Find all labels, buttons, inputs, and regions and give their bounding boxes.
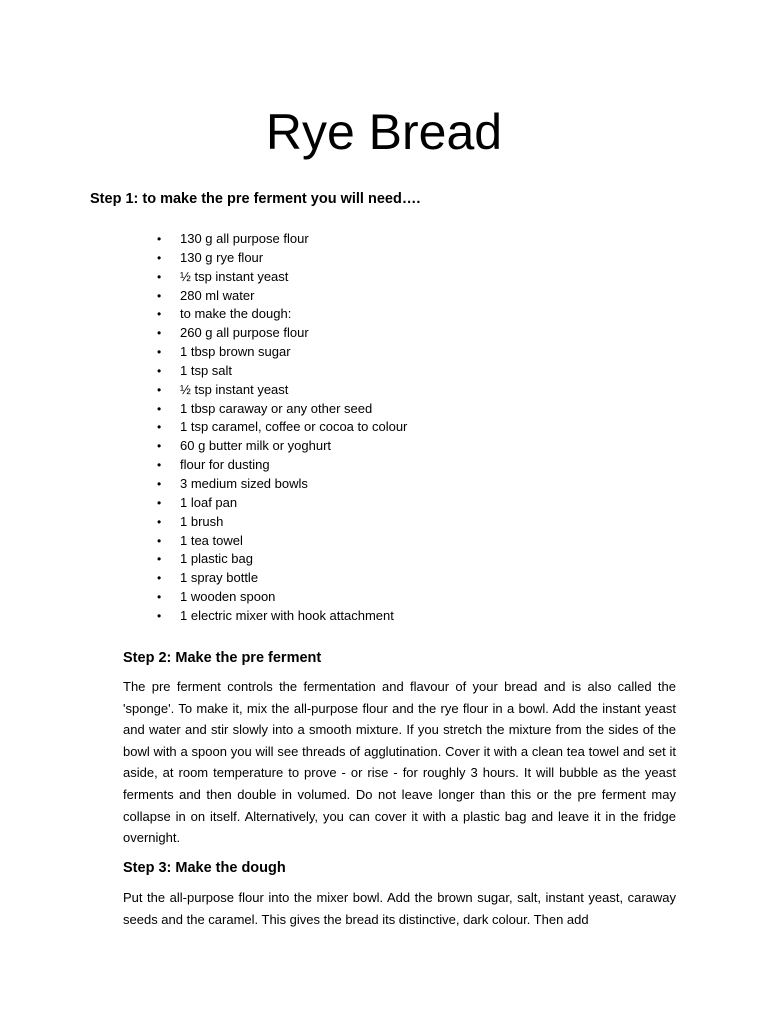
list-item <box>148 249 407 268</box>
bullet-icon: • <box>157 269 162 284</box>
list-item <box>148 305 407 324</box>
step2-paragraph: The pre ferment controls the fermentation and flavour of your bread and is also called the 'sponge'. To make it, mix the all-purpose flour and the rye flour in a bowl. Add the instant yeast and water and stir slowly into a smooth mixture. If you stretch the mixture from the sides of the bowl with a spoon you will see threads of agglutination. Cover it with a clean tea towel and set it aside, at room temperature to prove - or rise - for roughly 3 hours. It will bubble as the yeast ferments and then double in volumed. Do not leave longer than this or the pre ferment may collapse in on itself. Alternatively, you can cover it with a plastic bag and leave it in the fridge overnight. <box>123 679 676 846</box>
list-item <box>148 588 407 607</box>
list-item <box>148 287 407 306</box>
bullet-icon: • <box>157 495 162 510</box>
list-item-text: 1 tbsp caraway or any other seed <box>180 400 373 416</box>
list-item <box>148 418 407 437</box>
list-item-text: 1 spray bottle <box>180 570 259 586</box>
bullet-icon: • <box>157 533 162 548</box>
bullet-icon: • <box>157 250 162 265</box>
bullet-icon: • <box>157 590 162 605</box>
list-item <box>148 569 407 588</box>
bullet-icon: • <box>157 608 162 623</box>
bullet-icon: • <box>157 401 162 416</box>
bullet-icon: • <box>157 420 162 435</box>
bullet-icon: • <box>157 363 162 378</box>
list-item-text: 130 g rye flour <box>180 249 264 265</box>
list-item-text: 260 g all purpose flour <box>180 325 309 341</box>
list-item-text: ½ tsp instant yeast <box>180 268 289 284</box>
list-item-text: 60 g butter milk or yoghurt <box>180 438 332 454</box>
bullet-icon: • <box>157 307 162 322</box>
list-item-text: 280 ml water <box>180 287 255 303</box>
list-item-text: 1 tsp caramel, coffee or cocoa to colour <box>180 419 408 435</box>
list-item-text: 1 wooden spoon <box>180 589 276 605</box>
list-item-text: 1 tea towel <box>180 532 243 548</box>
bullet-icon: • <box>157 232 162 246</box>
list-item-text: 1 plastic bag <box>180 551 253 567</box>
step3-heading: Step 3: Make the dough <box>123 860 286 876</box>
bullet-icon: • <box>157 439 162 454</box>
step1-heading: Step 1: to make the pre ferment you will need…. <box>90 191 421 207</box>
list-item-text: ½ tsp instant yeast <box>180 381 289 397</box>
list-item <box>148 324 407 343</box>
step2-heading: Step 2: Make the pre ferment <box>123 650 322 666</box>
list-item-text: to make the dough: <box>180 306 292 322</box>
list-item-text: 1 tsp salt <box>180 362 233 378</box>
list-item-text: 1 loaf pan <box>180 494 238 510</box>
bullet-icon: • <box>157 288 162 303</box>
list-item <box>148 475 407 494</box>
list-item <box>148 343 407 362</box>
bullet-icon: • <box>157 326 162 341</box>
list-item-text: 3 medium sized bowls <box>180 475 308 491</box>
list-item <box>148 362 407 381</box>
list-item <box>148 381 407 400</box>
bullet-icon: • <box>157 458 162 473</box>
list-item-text: flour for dusting <box>180 457 270 473</box>
bullet-icon: • <box>157 345 162 360</box>
list-item <box>148 532 407 551</box>
list-item <box>148 550 407 569</box>
bullet-icon: • <box>157 476 162 491</box>
bullet-icon: • <box>157 571 162 586</box>
list-item <box>148 456 407 475</box>
ingredient-list <box>148 230 407 626</box>
list-item <box>148 400 407 419</box>
step3-paragraph: Put the all-purpose flour into the mixer bowl. Add the brown sugar, salt, instant yeast, caraway seeds and the caramel. This gives the bread its distinctive, dark colour. Then add <box>123 890 676 927</box>
list-item-text: 1 tbsp brown sugar <box>180 344 291 360</box>
bullet-icon: • <box>157 382 162 397</box>
list-item <box>148 437 407 456</box>
bullet-icon: • <box>157 514 162 529</box>
list-item <box>148 494 407 513</box>
list-item <box>148 230 407 249</box>
page-title: Rye Bread <box>265 104 503 160</box>
list-item <box>148 607 407 626</box>
list-item-text: 1 brush <box>180 513 224 529</box>
list-item <box>148 268 407 287</box>
list-item-text: 130 g all purpose flour <box>180 231 309 246</box>
list-item <box>148 513 407 532</box>
list-item-text: 1 electric mixer with hook attachment <box>180 607 394 623</box>
bullet-icon: • <box>157 552 162 567</box>
